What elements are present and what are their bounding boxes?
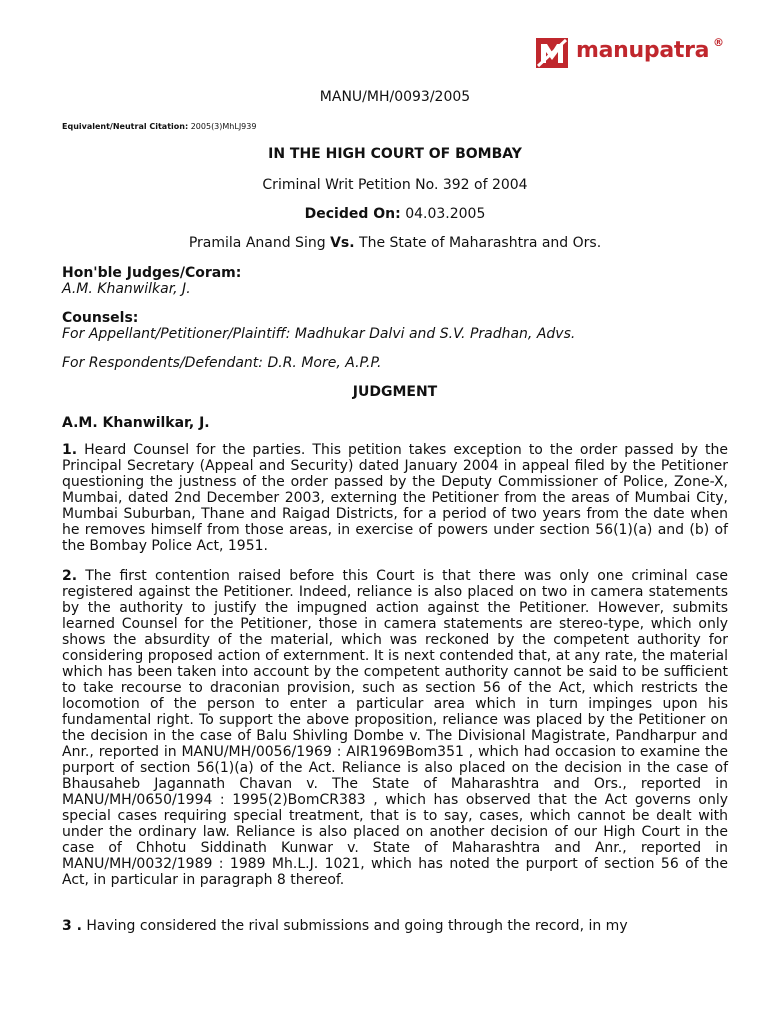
court-name: IN THE HIGH COURT OF BOMBAY: [268, 146, 522, 162]
paragraph-number: 3 .: [62, 918, 82, 934]
decided-on: [62, 206, 728, 222]
case-parties: [62, 235, 728, 251]
judges-heading: Hon'ble Judges/Coram:: [62, 265, 242, 281]
registered-mark: ®: [713, 36, 724, 49]
equivalent-citation: [62, 122, 256, 132]
counsels-heading: Counsels:: [62, 310, 139, 326]
party-petitioner: Pramila Anand Sing: [188, 235, 326, 251]
counsel-appellant: For Appellant/Petitioner/Plaintiff: Madhukar Dalvi and S.V. Pradhan, Advs.: [62, 326, 576, 342]
party-respondent: The State of Maharashtra and Ors.: [359, 235, 602, 251]
manupatra-logo-icon: [536, 36, 570, 70]
paragraph-3: [62, 918, 728, 934]
paragraph-text: The first contention raised before this Court is that there was only one criminal case registered against the Petitioner. Indeed, reliance is also placed on two in camera statements by the authority to justify the impugned action against the Petitioner. However, submits learned Counsel for the Petitioner, those in camera statements are stereo-type, which only shows the absurdity of the material, which was reckoned by the competent authority for considering proposed action of externment. It is next contended that, at any rate, the material which has been taken into account by the competent authority cannot be said to be sufficient to take recourse to draconian provision, such as section 56 of the Act, which restricts the locomotion of the person to enter a particular area which in turn impinges upon his fundamental right. To support the above proposition, reliance was placed by the Petitioner on the decision in the case of Balu Shivling Dombe v. The Divisional Magistrate, Pandharpur and Anr., reported in MANU/MH/0056/1969 : AIR1969Bom351 , which had occasion to examine the purport of section 56(1)(a) of the Act. Reliance is also placed on the decision in the case of Bhausaheb Jagannath Chavan v. The State of Maharashtra and Ors., reported in MANU/MH/0650/1994 : 1995(2)BomCR383 , which has observed that the Act governs only special cases requiring special treatment, that is to say, cases, which cannot be dealt with under the ordinary law. Reliance is also placed on another decision of our High Court in the case of Chhotu Siddinath Kunwar v. State of Maharashtra and Anr., reported in MANU/MH/0032/1989 : 1989 Mh.L.J. 1021, which has noted the purport of section 56 of the Act, in particular in paragraph 8 thereof.: [62, 568, 728, 888]
versus-label: Vs.: [330, 235, 355, 251]
logo-wordmark: manupatra: [576, 38, 710, 63]
petition-number: Criminal Writ Petition No. 392 of 2004: [262, 177, 528, 193]
paragraph-number: 1.: [62, 442, 78, 458]
decided-on-date: 04.03.2005: [405, 206, 486, 222]
judges-value: A.M. Khanwilkar, J.: [62, 281, 191, 297]
paragraph-text: Heard Counsel for the parties. This petition takes exception to the order passed by the Principal Secretary (Appeal and Security) dated January 2004 in appeal filed by the Petitioner questioning the justness of the order passed by the Deputy Commissioner of Police, Zone-X, Mumbai, dated 2nd December 2003, externing the Petitioner from the areas of Mumbai City, Mumbai Suburban, Thane and Raigad Districts, for a period of two years from the date when he removes himself from those areas, in exercise of powers under section 56(1)(a) and (b) of the Bombay Police Act, 1951.: [62, 442, 729, 554]
decided-on-label: Decided On:: [304, 206, 401, 222]
counsel-respondent: For Respondents/Defendant: D.R. More, A.P.P.: [62, 355, 382, 371]
paragraph-number: 2.: [62, 568, 78, 584]
paragraph-text: Having considered the rival submissions and going through the record, in my: [86, 918, 628, 934]
paragraph-2: [62, 568, 728, 888]
paragraph-1: [62, 442, 728, 554]
manupatra-logo: [536, 36, 736, 72]
citation-number: MANU/MH/0093/2005: [319, 89, 471, 105]
equivalent-citation-value: 2005(3)MhLJ939: [190, 122, 257, 131]
judgment-author: A.M. Khanwilkar, J.: [62, 415, 210, 431]
judgment-heading: JUDGMENT: [352, 384, 438, 400]
equivalent-citation-label: Equivalent/Neutral Citation:: [62, 122, 189, 131]
